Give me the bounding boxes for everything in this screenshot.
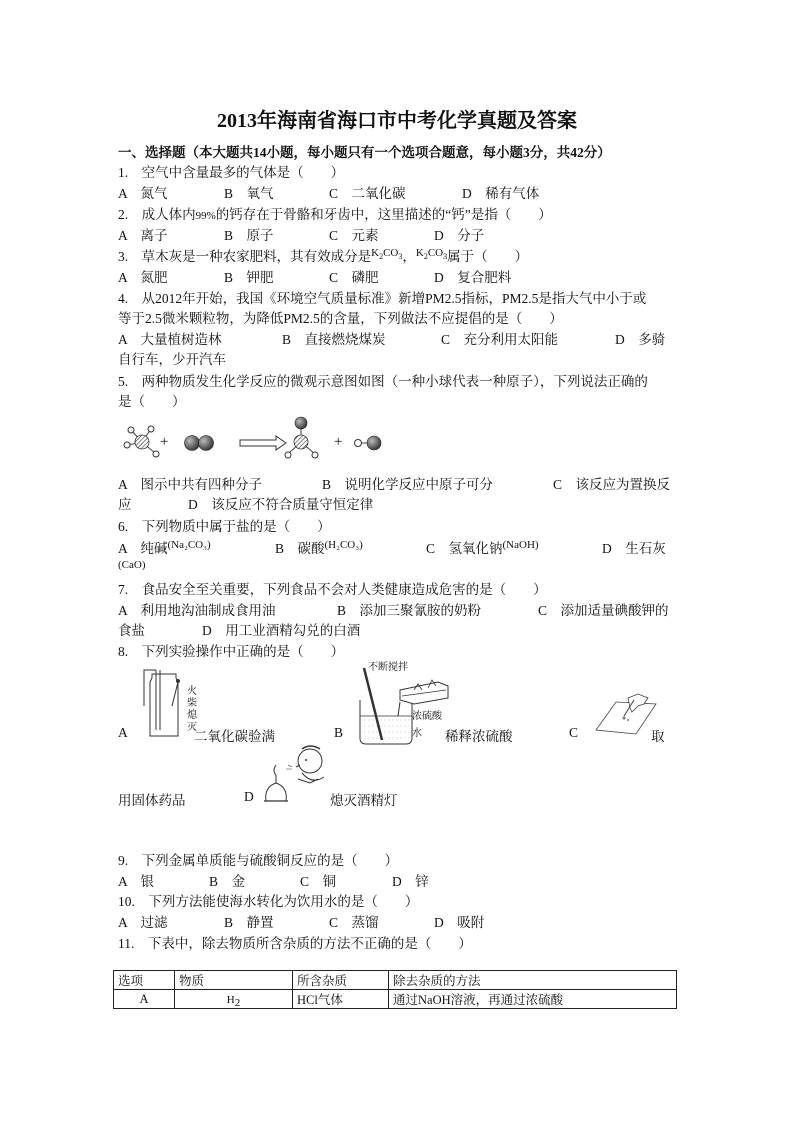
- q10-option-d: D 吸附: [434, 915, 485, 930]
- stir-label: 不断搅拌: [368, 662, 408, 673]
- table-header-method: 除去杂质的方法: [389, 971, 677, 990]
- product-molecule-1: [285, 417, 318, 458]
- q3-option-a: A 氮肥: [118, 270, 168, 285]
- question-2-stem: 2. 成人体内99%的钙存在于骨骼和牙齿中，这里描述的“钙”是指（ ）: [118, 207, 552, 222]
- q7-option-d: D 用工业酒精勾兑的白酒: [202, 623, 361, 638]
- q7-option-b: B 添加三聚氰胺的奶粉: [337, 603, 482, 618]
- question-4-line1: 4. 从2012年开始，我国《环境空气质量标准》新增PM2.5指标，PM2.5是指大气中小于或: [118, 291, 647, 306]
- q1-option-d: D 稀有气体: [462, 186, 540, 201]
- table-row: [114, 990, 677, 1009]
- plus-sign-2: +: [334, 434, 343, 450]
- match-label: 火 柴 熄 灭: [187, 686, 197, 733]
- q6-option-b: B 碳酸$^{(H_2CO_3)}$: [275, 539, 363, 556]
- table-header-row: [114, 971, 677, 990]
- reaction-arrow: [240, 436, 286, 450]
- q8-option-d-label: 熄灭酒精灯: [330, 793, 398, 808]
- question-10-stem: 10. 下列方法能使海水转化为饮用水的是（ ）: [118, 894, 419, 909]
- q7-option-c-cont: 食盐: [118, 623, 145, 638]
- q6-option-a: A 纯碱$^{(Na_2CO_3)}$: [118, 539, 211, 556]
- q4-option-b: B 直接燃烧煤炭: [282, 332, 386, 347]
- q1-option-c: C 二氧化碳: [329, 186, 406, 201]
- q8-option-d-letter: D: [244, 789, 254, 804]
- q2-option-c: C 元素: [329, 228, 379, 243]
- q9-option-a: A 银: [118, 874, 155, 889]
- q10-option-a: A 过滤: [118, 915, 168, 930]
- q2-option-d: D 分子: [434, 228, 485, 243]
- q8-option-b-letter: B: [334, 725, 344, 740]
- acid-label: 浓硫酸: [412, 711, 442, 722]
- question-5-line2: 是（ ）: [118, 394, 186, 409]
- reactant-molecule-2: [185, 436, 214, 451]
- water-label: 水: [412, 728, 422, 739]
- q6-option-d-cont: (CaO): [118, 559, 146, 571]
- question-11-stem: 11. 下表中，除去物质所含杂质的方法不正确的是（ ）: [118, 936, 472, 951]
- q10-option-b: B 静置: [224, 915, 274, 930]
- q5-option-d: D 该反应不符合质量守恒定律: [188, 497, 374, 512]
- q1-option-a: A 氮气: [118, 186, 168, 201]
- section-heading: 一、选择题（本大题共14小题，每小题只有一个选项合题意，每小题3分，共42分）: [118, 145, 611, 160]
- q7-option-a: A 利用地沟油制成食用油: [118, 603, 276, 618]
- q5-option-c-cont: 应: [118, 497, 132, 512]
- q8-option-b-label: 稀释浓硫酸: [445, 729, 513, 744]
- table-cell-method: 通过NaOH溶液，再通过浓硫酸: [389, 990, 677, 1009]
- question-8-stem: 8. 下列实验操作中正确的是（ ）: [118, 644, 345, 659]
- q4-option-c: C 充分利用太阳能: [441, 332, 559, 347]
- table-cell-impurity: HCl气体: [293, 990, 389, 1009]
- q8-option-a-letter: A: [118, 725, 128, 740]
- q3-option-c: C 磷肥: [329, 270, 379, 285]
- q9-option-c: C 铜: [300, 874, 337, 889]
- question-3-stem: 3. 草木灰是一种农家肥料，其有效成分是$^{K_2CO_3}$，$^{K_2CO_3}$属于（ ）: [118, 247, 529, 264]
- q6-option-c: C 氢氧化钠$^{(NaOH)}$: [426, 539, 539, 556]
- q4-option-a: A 大量植树造林: [118, 332, 222, 347]
- alcohol-lamp-figure: [262, 743, 332, 805]
- question-7-stem: 7. 食品安全至关重要，下列食品不会对人类健康造成危害的是（ ）: [118, 582, 547, 597]
- q10-option-c: C 蒸馏: [329, 915, 379, 930]
- q3-option-b: B 钾肥: [224, 270, 274, 285]
- table-header-option: 选项: [114, 971, 175, 990]
- question-4-line2: 等于2.5微米颗粒物，为降低PM2.5的含量，下列做法不应提倡的是（ ）: [118, 311, 563, 326]
- q5-option-a: A 图示中共有四种分子: [118, 477, 263, 492]
- q7-option-c: C 添加适量碘酸钾的: [538, 603, 669, 618]
- table-cell-substance: H2: [175, 990, 293, 1009]
- q9-option-d: D 锌: [392, 874, 429, 889]
- page-title: 2013年海南省海口市中考化学真题及答案: [217, 110, 577, 132]
- q2-option-b: B 原子: [224, 228, 274, 243]
- table-header-substance: 物质: [175, 971, 293, 990]
- q8-option-c-letter: C: [569, 725, 579, 740]
- q4-option-d-cont: 自行车，少开汽车: [118, 352, 226, 367]
- plus-sign-1: +: [160, 434, 169, 450]
- table-header-impurity: 所含杂质: [293, 971, 389, 990]
- question-5-line1: 5. 两种物质发生化学反应的微观示意图如图（一种小球代表一种原子），下列说法正确的: [118, 374, 648, 389]
- q1-option-b: B 氧气: [224, 186, 274, 201]
- question-1-stem: 1. 空气中含量最多的气体是（ ）: [118, 165, 345, 180]
- table-cell-option: A: [114, 990, 175, 1009]
- product-molecule-2: [355, 436, 382, 450]
- q5-option-b: B 说明化学反应中原子可分: [322, 477, 494, 492]
- q8-option-a-label: 二氧化碳验满: [194, 729, 275, 744]
- question-9-stem: 9. 下列金属单质能与硫酸铜反应的是（ ）: [118, 853, 399, 868]
- q5-option-c: C 该反应为置换反: [553, 477, 671, 492]
- q8-option-c-label: 取: [651, 729, 665, 744]
- q4-option-d: D 多骑: [615, 332, 666, 347]
- q6-option-d: D 生石灰: [602, 541, 666, 556]
- q9-option-b: B 金: [209, 874, 246, 889]
- q2-option-a: A 离子: [118, 228, 168, 243]
- reactant-molecule-1: [124, 426, 159, 457]
- q8-option-c-cont: 用固体药品: [118, 793, 186, 808]
- impurity-table: [113, 970, 677, 1009]
- q3-option-d: D 复合肥料: [434, 270, 512, 285]
- question-6-stem: 6. 下列物质中属于盐的是（ ）: [118, 519, 331, 534]
